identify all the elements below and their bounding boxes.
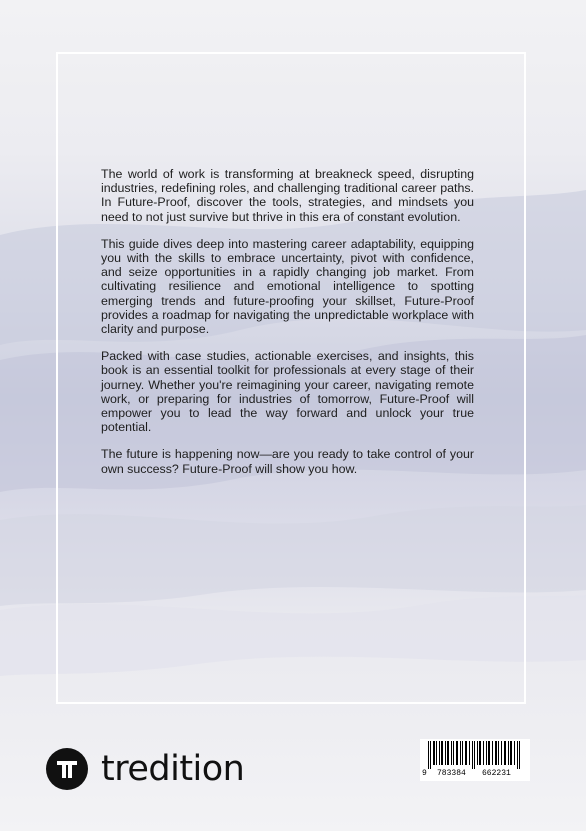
barcode-bars (420, 739, 530, 769)
isbn-barcode (420, 739, 530, 781)
barcode-digits (420, 769, 530, 780)
tredition-logo-icon (46, 748, 88, 790)
barcode-digit-first: 9 (422, 769, 427, 778)
back-cover-blurb (101, 167, 474, 489)
blurb-paragraph-3: Packed with case studies, actionable exercises, and insights, this book is an essential toolkit for professionals at every stage of their journey. Whether you're reimagining your career, navigating remote work, or preparing for industries of tomorrow, Future-Proof will empower you to lead the way forward and unlock your true potential. (101, 349, 474, 435)
blurb-paragraph-4: The future is happening now—are you ready to take control of your own success? Future-Proof will show you how. (101, 447, 474, 476)
blurb-paragraph-1: The world of work is transforming at breakneck speed, disrupting industries, redefining roles, and challenging traditional career paths. In Future-Proof, discover the tools, strategies, and mindsets you need to not just survive but thrive in this era of constant evolution. (101, 167, 474, 224)
barcode-digit-group-1: 783384 (437, 769, 466, 778)
publisher-logo (46, 746, 244, 792)
barcode-digit-group-2: 662231 (482, 769, 511, 778)
blurb-paragraph-2: This guide dives deep into mastering career adaptability, equipping you with the skills to embrace uncertainty, pivot with confidence, and seize opportunities in a rapidly changing job market. From cultivating resilience and emotional intelligence to spotting emerging trends and future-proofing your skillset, Future-Proof provides a roadmap for navigating the unpredictable workplace with clarity and purpose. (101, 236, 474, 337)
publisher-name: tredition (101, 749, 245, 789)
